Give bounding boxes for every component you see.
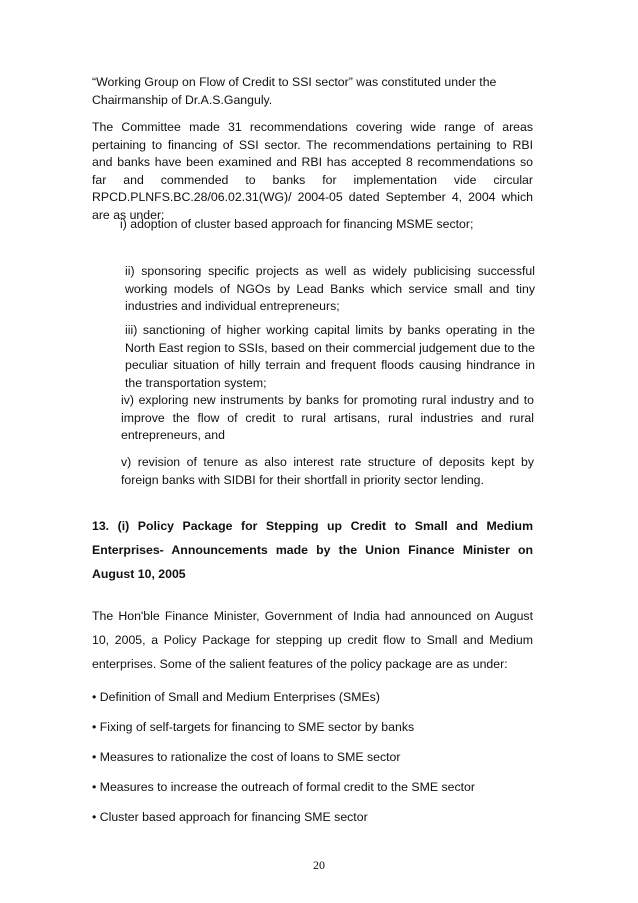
intro-line-1: “Working Group on Flow of Credit to SSI sector” was constituted under the	[92, 75, 497, 89]
recommendation-item-3: iii) sanctioning of higher working capital limits by banks operating in the North East region to SSIs, based on their commercial judgement due to the peculiar situation of hilly terrain and frequent floods causing hindrance in the transportation system;	[125, 323, 535, 390]
feature-item-3: • Measures to rationalize the cost of loans to SME sector	[92, 750, 401, 764]
feature-item-2: • Fixing of self-targets for financing to SME sector by banks	[92, 720, 415, 734]
intro-line-2: Chairmanship of Dr.A.S.Ganguly.	[92, 92, 273, 107]
committee-paragraph: The Committee made 31 recommendations covering wide range of areas pertaining to financing of SSI sector. The recommendations pertaining to RBI and banks have been examined and RBI has accepted 8 recommendations so far and commended to banks for implementation vide circular RPCD.PLNFS.BC.28/06.02.31(WG)/ 2004-05 dated September 4, 2004 which are as under:	[92, 120, 533, 222]
recommendation-item-2: ii) sponsoring specific projects as well as widely publicising successful working models of NGOs by Lead Banks which service small and tiny industries and individual entrepreneurs;	[125, 264, 535, 313]
recommendation-item-4: iv) exploring new instruments by banks for promoting rural industry and to improve the flow of credit to rural artisans, rural industries and rural entrepreneurs, and	[121, 393, 534, 442]
page-number: 20	[313, 858, 325, 872]
feature-item-4: • Measures to increase the outreach of formal credit to the SME sector	[92, 780, 475, 794]
feature-item-5: • Cluster based approach for financing SME sector	[92, 810, 368, 824]
recommendation-item-5: v) revision of tenure as also interest rate structure of deposits kept by foreign banks with SIDBI for their shortfall in priority sector lending.	[121, 455, 534, 487]
recommendation-item-1: i) adoption of cluster based approach for financing MSME sector;	[120, 217, 474, 231]
section-heading: 13. (i) Policy Package for Stepping up Credit to Small and Medium Enterprises- Announcements made by the Union Finance Minister on August 10, 2005	[92, 519, 533, 581]
intro-paragraph	[92, 74, 533, 109]
policy-paragraph: The Hon'ble Finance Minister, Government of India had announced on August 10, 2005, a Policy Package for stepping up credit flow to Small and Medium enterprises. Some of the salient features of the policy package are as under:	[92, 609, 533, 671]
feature-item-1: • Definition of Small and Medium Enterprises (SMEs)	[92, 690, 380, 704]
